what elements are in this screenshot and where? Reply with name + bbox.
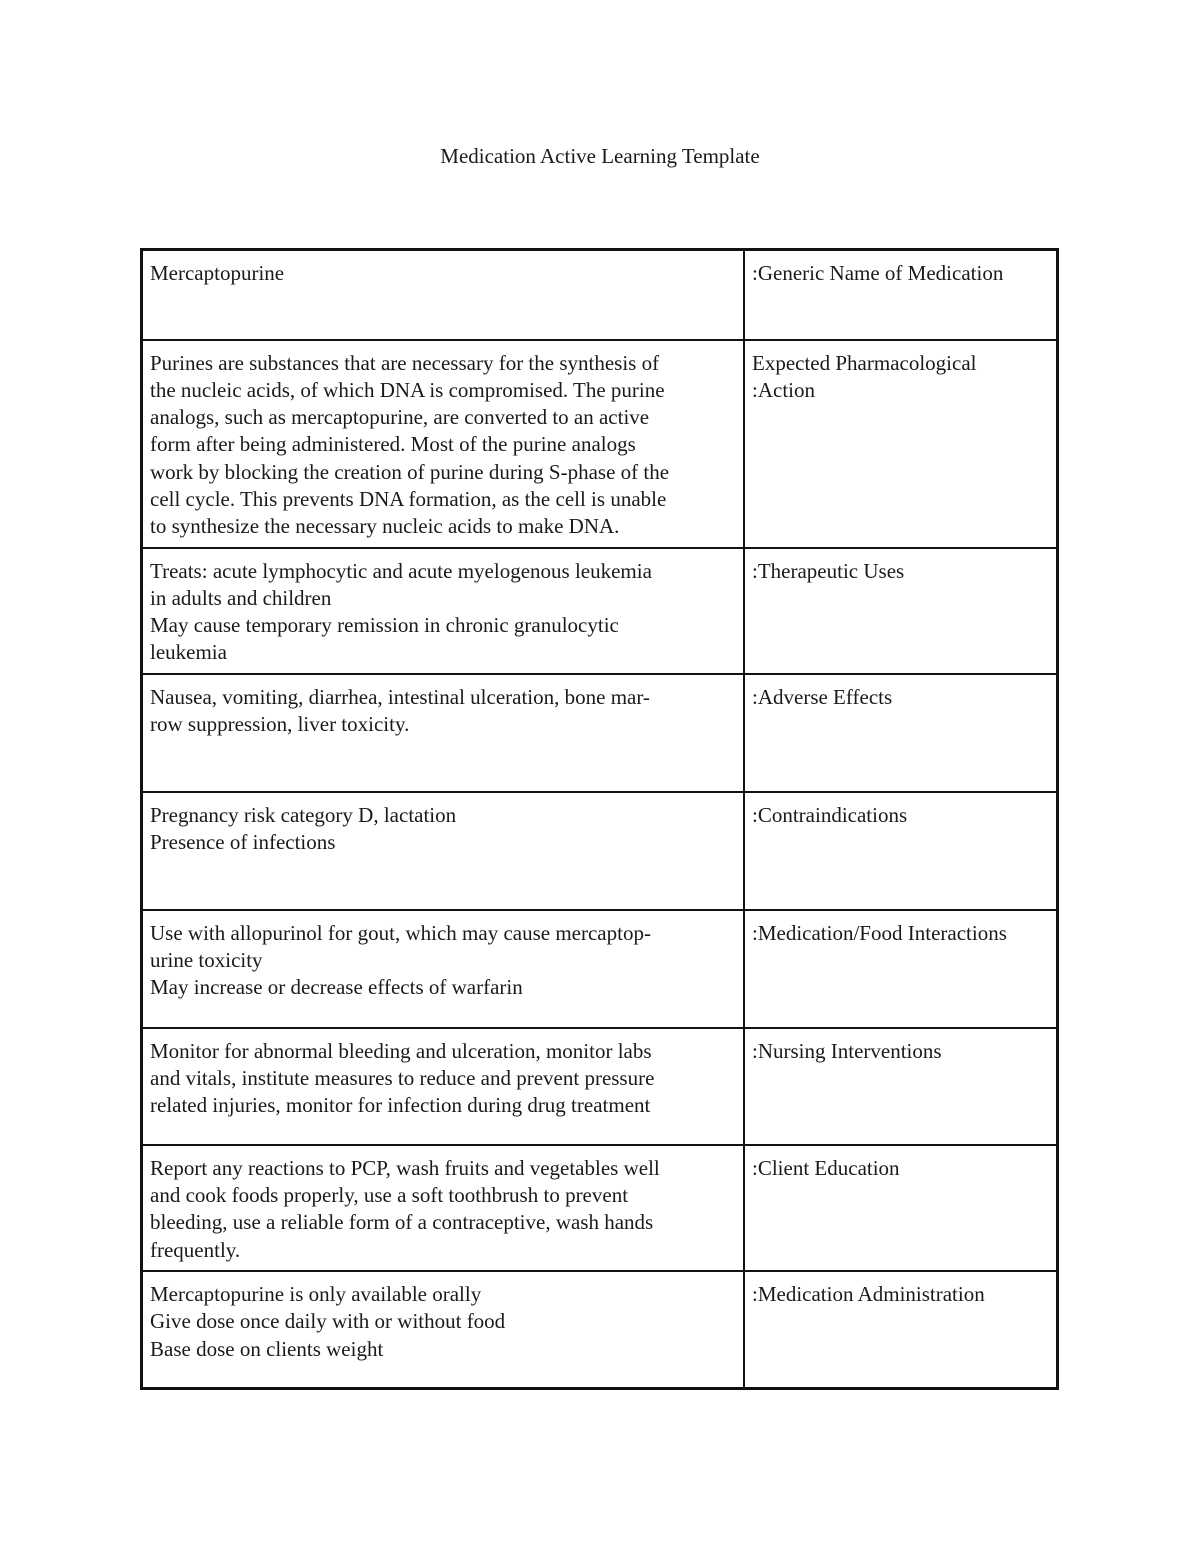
table-row-pharmacological-action — [142, 340, 1058, 548]
table-row-adverse-effects — [142, 674, 1058, 792]
interactions-value: Use with allopurinol for gout, which may cause mercaptop- urine toxicity May increase or decrease effects of warfarin — [142, 910, 745, 1028]
table-row-contraindications — [142, 792, 1058, 910]
generic-name-value: Mercaptopurine — [142, 250, 745, 340]
table-row-nursing-interventions — [142, 1028, 1058, 1145]
table-row-interactions — [142, 910, 1058, 1028]
client-education-label: :Client Education — [744, 1145, 1058, 1271]
table-row-administration — [142, 1271, 1058, 1389]
pharmacological-action-label: Expected Pharmacological :Action — [744, 340, 1058, 548]
administration-value: Mercaptopurine is only available orally Give dose once daily with or without food Base dose on clients weight — [142, 1271, 745, 1389]
contraindications-label: :Contraindications — [744, 792, 1058, 910]
contraindications-value: Pregnancy risk category D, lactation Presence of infections — [142, 792, 745, 910]
administration-label: :Medication Administration — [744, 1271, 1058, 1389]
table-row-client-education — [142, 1145, 1058, 1271]
client-education-value: Report any reactions to PCP, wash fruits and vegetables well and cook foods properly, use a soft toothbrush to prevent bleeding, use a reliable form of a contraceptive, wash hands frequently. — [142, 1145, 745, 1271]
interactions-label: :Medication/Food Interactions — [744, 910, 1058, 1028]
medication-table — [140, 248, 1059, 1390]
generic-name-label: :Generic Name of Medication — [744, 250, 1058, 340]
nursing-interventions-value: Monitor for abnormal bleeding and ulceration, monitor labs and vitals, institute measures to reduce and prevent pressure related injuries, monitor for infection during drug treatment — [142, 1028, 745, 1145]
table-row-generic-name — [142, 250, 1058, 340]
adverse-effects-value: Nausea, vomiting, diarrhea, intestinal ulceration, bone mar- row suppression, liver toxicity. — [142, 674, 745, 792]
nursing-interventions-label: :Nursing Interventions — [744, 1028, 1058, 1145]
pharmacological-action-value: Purines are substances that are necessary for the synthesis of the nucleic acids, of which DNA is compromised. The purine analogs, such as mercaptopurine, are converted to an active form after being administered. Most of the purine analogs work by blocking the creation of purine during S-phase of the cell cycle. This prevents DNA formation, as the cell is unable to synthesize the necessary nucleic acids to make DNA. — [142, 340, 745, 548]
adverse-effects-label: :Adverse Effects — [744, 674, 1058, 792]
therapeutic-uses-label: :Therapeutic Uses — [744, 548, 1058, 674]
table-row-therapeutic-uses — [142, 548, 1058, 674]
page-title: Medication Active Learning Template — [440, 144, 760, 168]
therapeutic-uses-value: Treats: acute lymphocytic and acute myelogenous leukemia in adults and children May cause temporary remission in chronic granulocytic leukemia — [142, 548, 745, 674]
